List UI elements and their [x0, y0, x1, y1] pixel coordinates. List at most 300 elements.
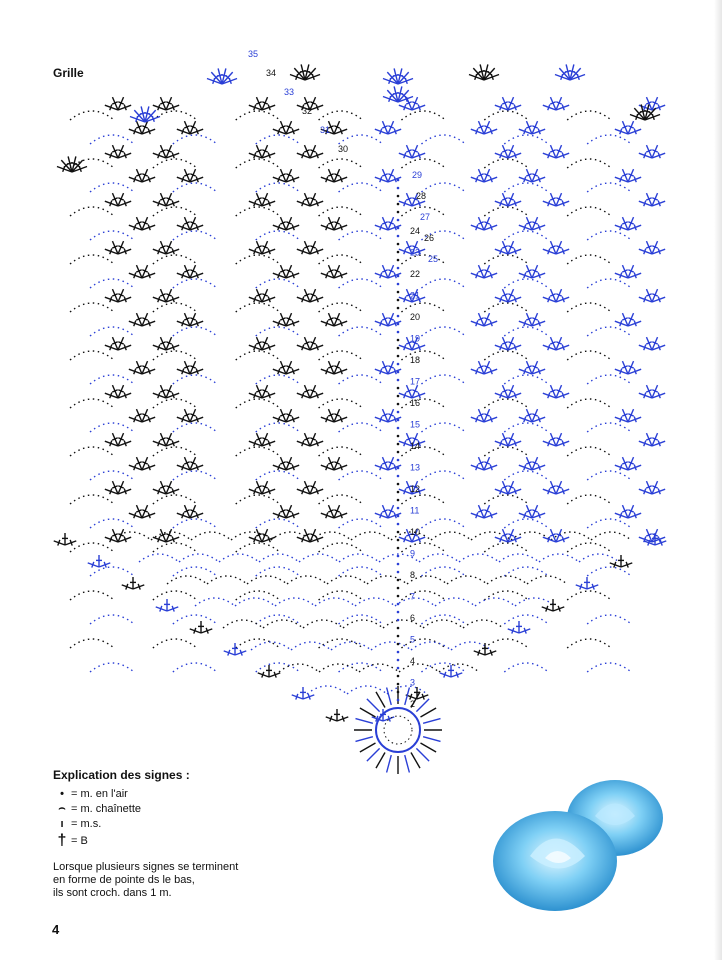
stitch-fan	[639, 145, 665, 158]
column-dot	[397, 243, 400, 246]
stitch-fan	[153, 481, 179, 494]
stitch-fan	[321, 265, 347, 278]
column-dot	[397, 499, 400, 502]
stitch-fan	[519, 361, 545, 374]
chain-arc	[484, 399, 528, 408]
chain-arc	[319, 543, 363, 552]
chain-arc	[90, 279, 134, 288]
stitch-fan	[273, 265, 299, 278]
chain-arc	[504, 327, 548, 336]
chain-arc	[153, 303, 197, 312]
column-dot	[397, 267, 400, 270]
chain-arc	[339, 554, 379, 562]
row-number: 9	[410, 548, 416, 559]
chain-arc	[339, 423, 383, 432]
chain-arc	[383, 620, 423, 628]
legend	[53, 768, 313, 900]
arc-symbol: ⌢	[58, 802, 66, 814]
chain-arc	[173, 519, 217, 528]
stitch-fan	[153, 193, 179, 206]
row-number: 21	[410, 290, 421, 301]
stitch-fan	[129, 457, 155, 470]
stitch-fan	[543, 385, 569, 398]
chain-arc	[195, 598, 235, 606]
column-dot	[397, 603, 400, 606]
chain-arc	[256, 615, 300, 624]
stitch-fan	[129, 217, 155, 230]
stitch-fan	[105, 385, 131, 398]
row-number: 12	[410, 484, 421, 494]
stitch-fan	[471, 505, 497, 518]
stitch-fan	[383, 86, 413, 102]
chain-arc	[90, 423, 134, 432]
stitch-fan	[639, 289, 665, 302]
chain-arc	[401, 159, 445, 168]
column-dot	[397, 539, 400, 542]
stitch-fan	[639, 529, 665, 542]
ring-stitch	[421, 743, 437, 752]
dot-symbol: •	[60, 787, 64, 800]
chain-arc	[587, 279, 631, 288]
center-ring	[354, 179, 442, 774]
chain-arc	[421, 519, 465, 528]
stitch-fan	[519, 217, 545, 230]
stitch-fan	[321, 313, 347, 326]
column-dot	[397, 299, 400, 302]
chain-arc	[153, 351, 197, 360]
chain-arc	[421, 183, 465, 192]
chain-arc	[567, 591, 611, 600]
chain-arc	[153, 591, 197, 600]
chain-arc	[339, 663, 383, 672]
chain-arc	[419, 554, 459, 562]
stitch-fan	[495, 193, 521, 206]
chain-arc	[579, 554, 619, 562]
stitch-fan	[177, 265, 203, 278]
chain-arc	[587, 327, 631, 336]
column-dot	[397, 355, 400, 358]
column-dot	[397, 395, 400, 398]
stitch-fan	[639, 97, 665, 110]
column-dot	[397, 523, 400, 526]
chain-arc	[371, 642, 411, 650]
chain-arc	[421, 279, 465, 288]
row-number: 22	[410, 269, 421, 279]
chain-arc	[256, 279, 300, 288]
chain-arc	[173, 471, 217, 480]
chain-arc	[319, 255, 363, 264]
chain-arc	[504, 279, 548, 288]
stitch-fan	[297, 289, 323, 302]
chain-arc	[401, 591, 445, 600]
chain-arc	[173, 615, 217, 624]
column-dot	[397, 227, 400, 230]
stitch-fan	[105, 529, 131, 542]
chain-arc	[401, 639, 445, 648]
chain-arc	[367, 576, 407, 584]
stitch-fan	[495, 289, 521, 302]
stitch-fan	[471, 121, 497, 134]
column-dot	[397, 427, 400, 430]
chain-arc	[587, 567, 631, 576]
chain-arc	[587, 135, 631, 144]
stitch-fan	[153, 145, 179, 158]
legend-note	[53, 861, 253, 900]
page-number: 4	[52, 922, 60, 937]
stitch-fan	[615, 313, 641, 326]
stitch-fan	[207, 68, 237, 84]
column-dot	[397, 179, 400, 182]
chain-arc	[587, 519, 631, 528]
column-dot	[397, 667, 400, 670]
column-dot	[397, 547, 400, 550]
stitch-fan	[273, 361, 299, 374]
stitch-fan	[249, 97, 275, 110]
chain-arc	[421, 471, 465, 480]
chain-arc	[421, 327, 465, 336]
chain-arc	[587, 615, 631, 624]
row-number: 4	[410, 656, 416, 666]
row-number: 8	[410, 570, 416, 580]
chain-arc	[401, 351, 445, 360]
chain-arc	[587, 183, 631, 192]
stitch-fan	[129, 169, 155, 182]
chain-arc	[339, 183, 383, 192]
chain-arc	[387, 686, 427, 694]
stitch-fan	[130, 106, 160, 122]
legend-text: = B	[71, 835, 88, 847]
column-dot	[397, 563, 400, 566]
stitch-fan	[297, 529, 323, 542]
stitch-fan	[321, 505, 347, 518]
row-number: 13	[410, 462, 421, 473]
stitch-fan	[122, 577, 145, 590]
chain-arc	[339, 567, 383, 576]
ring-stitch	[360, 743, 376, 752]
stitch-fan	[105, 145, 131, 158]
stitch-fan	[615, 361, 641, 374]
chain-arc	[236, 159, 280, 168]
chain-arc	[256, 135, 300, 144]
page-edge-shadow	[714, 0, 722, 960]
chain-arc	[256, 375, 300, 384]
stitch-fan	[177, 169, 203, 182]
stitch-fan	[543, 193, 569, 206]
bar-symbol: ı	[60, 817, 64, 830]
chain-arc	[319, 159, 363, 168]
diagram-title: Grille	[53, 66, 84, 80]
chain-arc	[539, 554, 579, 562]
ring-stitch	[355, 719, 372, 724]
chain-arc	[567, 447, 611, 456]
row-number: 26	[424, 233, 435, 243]
stitch-fan	[375, 121, 401, 134]
stitch-fan	[153, 97, 179, 110]
stitch-fan	[153, 385, 179, 398]
chain-arc	[319, 207, 363, 216]
chain-arc	[567, 351, 611, 360]
chain-arc	[236, 495, 280, 504]
chain-arc	[70, 111, 114, 120]
cross-symbol: †	[57, 832, 67, 849]
column-dot	[397, 571, 400, 574]
stitch-fan	[321, 457, 347, 470]
chain-arc	[307, 686, 347, 694]
column-dot	[397, 659, 400, 662]
column-dot	[397, 211, 400, 214]
chain-arc	[504, 615, 548, 624]
chain-arc	[567, 543, 611, 552]
stitch-fan	[105, 481, 131, 494]
stitch-fan	[519, 313, 545, 326]
stitch-fan	[153, 433, 179, 446]
column-dot	[397, 371, 400, 374]
stitch-fan	[519, 457, 545, 470]
chain-arc	[484, 159, 528, 168]
chain-arc	[401, 255, 445, 264]
column-dot	[397, 419, 400, 422]
chain-arc	[153, 639, 197, 648]
chain-arc	[587, 663, 631, 672]
chain-arc	[504, 231, 548, 240]
chain-arc	[484, 543, 528, 552]
chain-arc	[173, 327, 217, 336]
chain-arc	[153, 207, 197, 216]
stitch-fan	[249, 337, 275, 350]
stitch-fan	[153, 337, 179, 350]
row-number: 27	[420, 212, 431, 222]
chain-arc	[504, 663, 548, 672]
stitch-fan	[297, 337, 323, 350]
stitch-fan	[224, 643, 247, 656]
stitch-fan	[273, 121, 299, 134]
stitch-fan	[249, 193, 275, 206]
row-number: 10	[410, 527, 421, 537]
chain-arc	[447, 576, 487, 584]
ring-stitch	[367, 699, 380, 712]
column-dot	[397, 235, 400, 238]
stitch-fan	[644, 533, 667, 546]
chain-arc	[567, 255, 611, 264]
stitch-fan	[129, 121, 155, 134]
stitch-fan	[508, 621, 531, 634]
chain-arc	[587, 375, 631, 384]
legend-text: = m. chaînette	[71, 802, 142, 815]
stitch-fan	[383, 68, 413, 84]
stitch-fan	[129, 409, 155, 422]
chain-arc	[484, 447, 528, 456]
chain-arc	[90, 135, 134, 144]
ring-stitch	[360, 708, 376, 717]
chain-arc	[256, 471, 300, 480]
chain-arc	[173, 375, 217, 384]
stitch-fan	[177, 409, 203, 422]
chain-arc	[567, 495, 611, 504]
column-dot	[397, 411, 400, 414]
column-dot	[397, 491, 400, 494]
ring-stitch	[421, 708, 437, 717]
stitch-fan	[471, 361, 497, 374]
chain-arc	[251, 642, 291, 650]
legend-text: = m. en l'air	[71, 787, 128, 800]
chain-arc	[153, 255, 197, 264]
chain-arc	[90, 567, 134, 576]
ring-chain	[384, 716, 412, 744]
stitch-fan	[543, 433, 569, 446]
row-number: 3	[410, 677, 416, 688]
column-dot	[397, 595, 400, 598]
chain-arc	[484, 495, 528, 504]
chain-arc	[423, 620, 463, 628]
note-line: en forme de pointe ds le bas,	[53, 874, 195, 886]
chain-arc	[259, 554, 299, 562]
chain-arc	[421, 375, 465, 384]
column-dot	[397, 627, 400, 630]
chain-arc	[236, 543, 280, 552]
chain-arc	[567, 207, 611, 216]
column-dot	[397, 403, 400, 406]
column-dot	[397, 251, 400, 254]
chain-arc	[401, 495, 445, 504]
chain-arc	[504, 423, 548, 432]
chain-arc	[263, 620, 303, 628]
stitch-fan	[471, 265, 497, 278]
blue-rose-image	[490, 776, 670, 916]
column-dot	[397, 459, 400, 462]
stitch-fan	[543, 529, 569, 542]
chain-arc	[303, 620, 343, 628]
stitch-fan	[177, 457, 203, 470]
chain-arc	[339, 471, 383, 480]
row-number: 14	[410, 441, 421, 451]
stitch-fan	[495, 337, 521, 350]
row-number: 18	[410, 355, 421, 365]
chain-arc	[70, 495, 114, 504]
stitch-fan	[495, 433, 521, 446]
stitch-fan	[273, 409, 299, 422]
stitch-fan	[190, 621, 213, 634]
chain-arc	[431, 532, 471, 540]
chain-arc	[484, 639, 528, 648]
stitch-fan	[615, 409, 641, 422]
chain-arc	[421, 567, 465, 576]
chain-arc	[401, 447, 445, 456]
ring-stitch	[411, 753, 420, 769]
chain-arc	[463, 620, 503, 628]
stitch-fan	[129, 505, 155, 518]
row-number: 23	[410, 247, 421, 258]
chain-arc	[355, 598, 395, 606]
stitch-fan	[297, 481, 323, 494]
chain-arc	[153, 447, 197, 456]
stitch-fan	[273, 313, 299, 326]
column-dot	[397, 331, 400, 334]
chain-arc	[70, 543, 114, 552]
chain-arc	[401, 399, 445, 408]
chain-arc	[435, 598, 475, 606]
stitch-fan	[249, 145, 275, 158]
stitch-fan	[105, 433, 131, 446]
stitch-fan	[543, 481, 569, 494]
stitch-fan	[105, 97, 131, 110]
stitch-fan	[615, 505, 641, 518]
chain-arc	[587, 423, 631, 432]
stitch-fan	[258, 665, 281, 678]
column-dot	[397, 675, 400, 678]
chain-arc	[256, 327, 300, 336]
row-number: 20	[410, 312, 421, 322]
chain-arc	[339, 375, 383, 384]
chain-arc	[70, 303, 114, 312]
ring-inner	[376, 708, 420, 752]
chain-arc	[319, 111, 363, 120]
chain-arc	[256, 423, 300, 432]
chain-arc	[484, 207, 528, 216]
chain-arc	[70, 399, 114, 408]
chain-arc	[319, 495, 363, 504]
chain-arc	[70, 447, 114, 456]
stitch-fan	[297, 241, 323, 254]
stitch-fan	[615, 457, 641, 470]
chain-arc	[475, 598, 515, 606]
chain-arc	[236, 207, 280, 216]
chain-arc	[90, 327, 134, 336]
stitch-fan	[153, 241, 179, 254]
chain-arc	[401, 543, 445, 552]
row-number: 25	[428, 254, 439, 264]
stitch-fan	[153, 289, 179, 302]
chain-arc	[90, 663, 134, 672]
stitch-fan	[555, 64, 585, 80]
stitch-fan	[273, 505, 299, 518]
stitch-fan	[297, 193, 323, 206]
stitch-fan	[471, 409, 497, 422]
column-dot	[397, 379, 400, 382]
chain-arc	[327, 576, 367, 584]
stitch-fan	[519, 169, 545, 182]
chain-arc	[90, 519, 134, 528]
stitch-fan	[576, 577, 599, 590]
stitch-fan	[543, 289, 569, 302]
legend-item-dc	[53, 831, 313, 851]
chain-arc	[484, 591, 528, 600]
column-dot	[397, 347, 400, 350]
legend-item-sc	[53, 816, 313, 831]
stitch-fan	[610, 555, 633, 568]
stitch-fan	[495, 145, 521, 158]
row-numbers	[248, 49, 438, 709]
ring-stitch	[355, 737, 372, 742]
chain-arc	[339, 231, 383, 240]
chain-arc	[167, 576, 207, 584]
stitch-fan	[543, 241, 569, 254]
column-dot	[397, 259, 400, 262]
column-dot	[397, 475, 400, 478]
stitch-fan	[399, 385, 425, 398]
row-number: 29	[412, 170, 423, 180]
stitch-fan	[177, 361, 203, 374]
stitch-fan	[105, 241, 131, 254]
ring-stitch	[416, 699, 429, 712]
stitch-fan	[639, 193, 665, 206]
ring-stitch	[376, 753, 385, 769]
chain-arc	[247, 576, 287, 584]
chain-arc	[256, 567, 300, 576]
row-number: 28	[416, 191, 427, 201]
chain-arc	[287, 576, 327, 584]
chain-arc	[236, 351, 280, 360]
stitch-fan	[471, 313, 497, 326]
